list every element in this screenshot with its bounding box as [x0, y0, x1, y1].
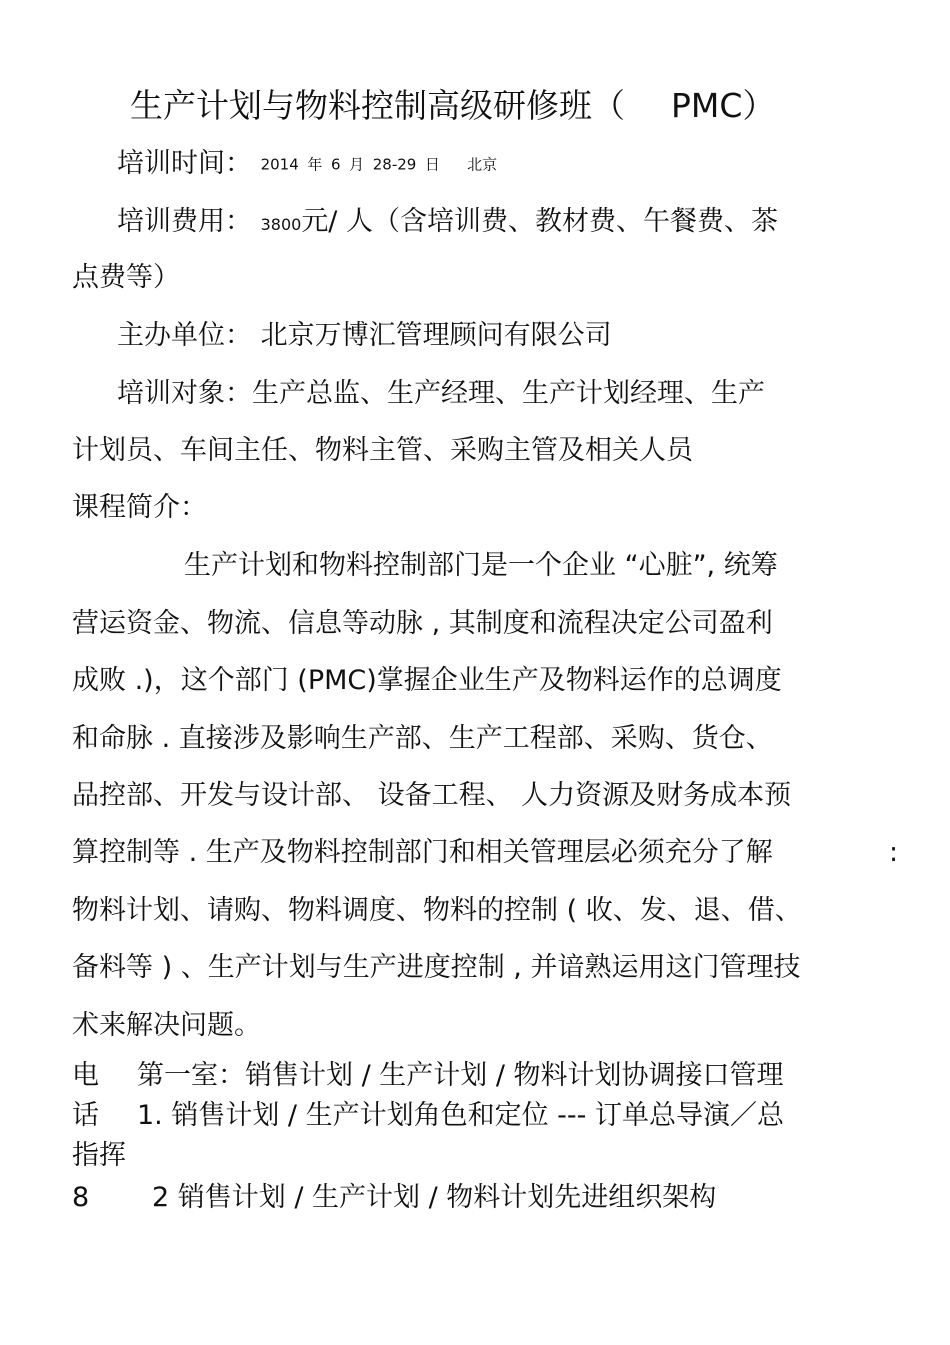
- title-tag: PMC: [671, 86, 743, 125]
- training-time-month: 6: [330, 155, 341, 174]
- target-line-2: 计划员、车间主任、物料主管、采购主管及相关人员: [72, 435, 693, 466]
- intro-line: 成败 .)，这个部门 (PMC)掌握企业生产及物料运作的总调度: [72, 665, 782, 696]
- outline-line-4: 2 销售计划 / 生产计划 / 物料计划先进组织架构: [152, 1182, 717, 1213]
- training-time-label: 培训时间：: [117, 148, 252, 179]
- training-time-year: 2014: [260, 155, 299, 174]
- outline-side-3: 8: [72, 1182, 90, 1213]
- title-close: ）: [742, 86, 776, 125]
- title-text: 生产计划与物料控制高级研修班（: [130, 86, 625, 125]
- intro-line: 备料等 ) 、生产计划与生产进度控制 , 并谙熟运用这门管理技: [72, 952, 801, 983]
- training-fee-amount: 3800: [260, 215, 302, 234]
- host-unit: [117, 318, 612, 354]
- intro-line-colon: :: [889, 837, 899, 868]
- outline-line-3: 指挥: [72, 1140, 126, 1171]
- host-unit-value: 北京万博汇管理顾问有限公司: [260, 320, 612, 351]
- intro-line: 生产计划和物料控制部门是一个企业 “心脏”, 统筹: [184, 550, 778, 581]
- training-time: [117, 146, 497, 183]
- host-unit-label: 主办单位：: [117, 320, 252, 351]
- intro-line: 和命脉 . 直接涉及影响生产部、生产工程部、采购、货仓、: [72, 723, 773, 754]
- training-fee-label: 培训费用：: [117, 206, 252, 237]
- outline-side-1: 电: [72, 1060, 99, 1091]
- intro-line: 术来解决问题。: [72, 1010, 261, 1041]
- intro-line: 品控部、开发与设计部、 设备工程、 人力资源及财务成本预: [72, 780, 792, 811]
- training-time-days: 28-29: [372, 155, 417, 174]
- training-time-month-unit: 月: [349, 155, 365, 174]
- training-time-day-unit: 日: [424, 155, 440, 174]
- outline-line-2: 1. 销售计划 / 生产计划角色和定位 --- 订单总导演／总: [137, 1100, 784, 1131]
- target-line-1: 培训对象：生产总监、生产经理、生产计划经理、生产: [117, 378, 765, 409]
- training-time-year-unit: 年: [307, 155, 323, 174]
- intro-line: 算控制等 . 生产及物料控制部门和相关管理层必须充分了解: [72, 837, 773, 868]
- training-time-city: 北京: [467, 155, 498, 174]
- intro-line: 营运资金、物流、信息等动脉 , 其制度和流程决定公司盈利: [72, 608, 773, 639]
- page-title: [130, 86, 775, 126]
- intro-line: 物料计划、请购、物料调度、物料的控制 ( 收、发、退、借、: [72, 895, 802, 926]
- intro-heading: 课程简介：: [72, 492, 207, 523]
- training-fee-unit: 元/ 人（含培训费、教材费、午餐费、茶: [301, 206, 778, 237]
- outline-side-2: 话: [72, 1100, 99, 1131]
- training-fee: [117, 204, 778, 243]
- outline-line-1: 第一室：销售计划 / 生产计划 / 物料计划协调接口管理: [137, 1060, 784, 1091]
- training-fee-cont: 点费等）: [72, 262, 180, 293]
